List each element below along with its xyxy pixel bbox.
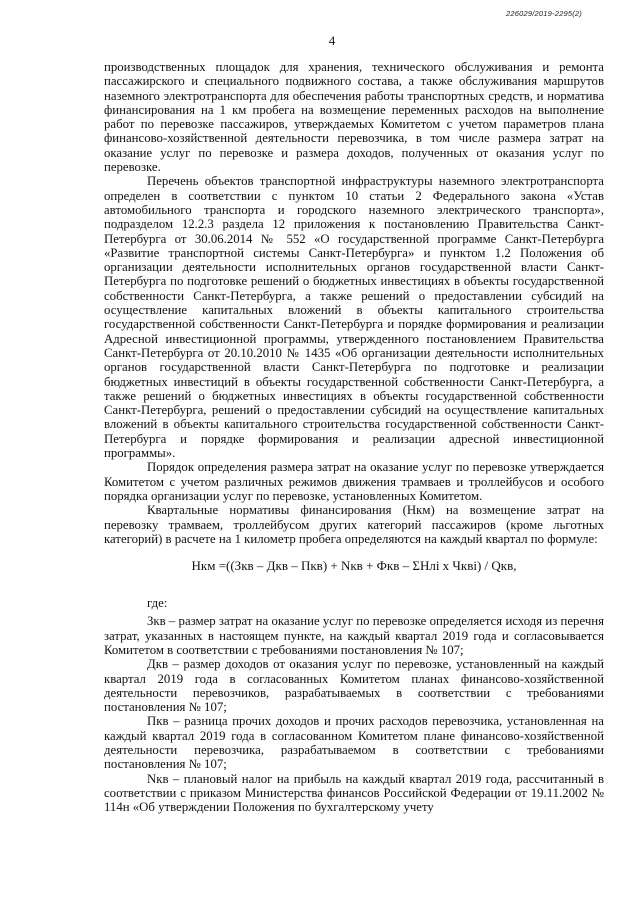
formula: Нкм =((Зкв – Дкв – Пкв) + Nкв + Фкв – ΣНлі х Чкві) / Qкв, (191, 558, 517, 574)
paragraph-continuation: производственных площадок для хранения, технического обслуживания и ремонта пассажирского и специального подвижного состава, а также обслуживания маршрутов наземного электротранспорта для обеспечения работы транспортных средств, и норматива финансирования на 1 км пробега на возмещение переменных расходов на выполнение работ по перевозке пассажиров, утверждаемых Комитетом с учетом параметров плана финансово-хозяйственной деятельности перевозчика, в том числе размера затрат на оказание услуг по перевозке и размера доходов, полученных от оказания услуг по перевозке. (104, 60, 604, 175)
definition-nkv: Nкв – плановый налог на прибыль на каждый квартал 2019 года, рассчитанный в соответствии с приказом Министерства финансов Российской Федерации от 19.11.2002 № 114н «Об утверждении Положения по бухгалтерскому учету (104, 771, 604, 815)
definition-zkv: Зкв – размер затрат на оказание услуг по перевозке определяется исходя из перечня затрат, указанных в настоящем пункте, на каждый квартал 2019 года и согласовывается Комитетом в соответствии с требованиями постановления № 107; (104, 614, 604, 657)
document-number: 226029/2019-2295(2) (506, 9, 582, 18)
formula-where-label: где: (147, 596, 168, 611)
definition-pkv: Пкв – разница прочих доходов и прочих расходов перевозчика, установленная на каждый квартал 2019 года в согласованном Комитетом плане финансово-хозяйственной деятельности перевозчика, разрабатываемом в соответствии с требованиями постановления № 107; (104, 714, 604, 772)
paragraph-cost-procedure: Порядок определения размера затрат на оказание услуг по перевозке утверждается Комитетом с учетом различных режимов движения трамваев и троллейбусов и особого порядка организации услуг по перевозке, установленных Комитетом. (104, 460, 604, 503)
document-body (104, 60, 604, 815)
paragraph-infrastructure-list: Перечень объектов транспортной инфраструктуры наземного электротранспорта определен в соответствии с пунктом 10 статьи 2 Федерального закона «Устав автомобильного транспорта и городского наземного электрического транспорта», подразделом 12.2.3 раздела 12 приложения к постановлению Правительства Санкт-Петербурга от 30.06.2014 № 552 «О государственной программе Санкт-Петербурга «Развитие транспортной системы Санкт-Петербурга» и пунктом 1.2 Положения об организации деятельности исполнительных органов государственной власти Санкт-Петербурга по подготовке решений о бюджетных инвестициях в объекты государственной собственности Санкт-Петербурга, а также решений о предоставлении субсидий на осуществление капитальных вложений в объекты капитального строительства государственной собственности Санкт-Петербурга и порядке формирования и реализации Адресной инвестиционной программы, утвержденного постановлением Правительства Санкт-Петербурга от 20.10.2010 № 1435 «Об организации деятельности исполнительных органов государственной власти Санкт-Петербурга по подготовке и реализации бюджетных инвестиций в объекты государственной собственности Санкт-Петербурга, а также решений о бюджетных инвестициях в объекты государственной собственности Санкт-Петербурга, решений о предоставлении субсидий на осуществление капитальных вложений в объекты капитального строительства государственной собственности Санкт-Петербурга и порядке формирования и реализации адресной инвестиционной программы». (104, 174, 604, 461)
paragraph-quarterly-norms: Квартальные нормативы финансирования (Нкм) на возмещение затрат на перевозку трамваем, троллейбусом других категорий пассажиров (кроме льготных категорий) в расчете на 1 километр пробега определяются на каждый квартал по формуле: (104, 503, 604, 546)
definition-dkv: Дкв – размер доходов от оказания услуг по перевозке, установленный на каждый квартал 2019 года в согласованных Комитетом планах финансово-хозяйственной деятельности перевозчиков, разрабатываемых в соответствии с требованиями постановления № 107; (104, 657, 604, 715)
page-number: 4 (328, 33, 336, 48)
